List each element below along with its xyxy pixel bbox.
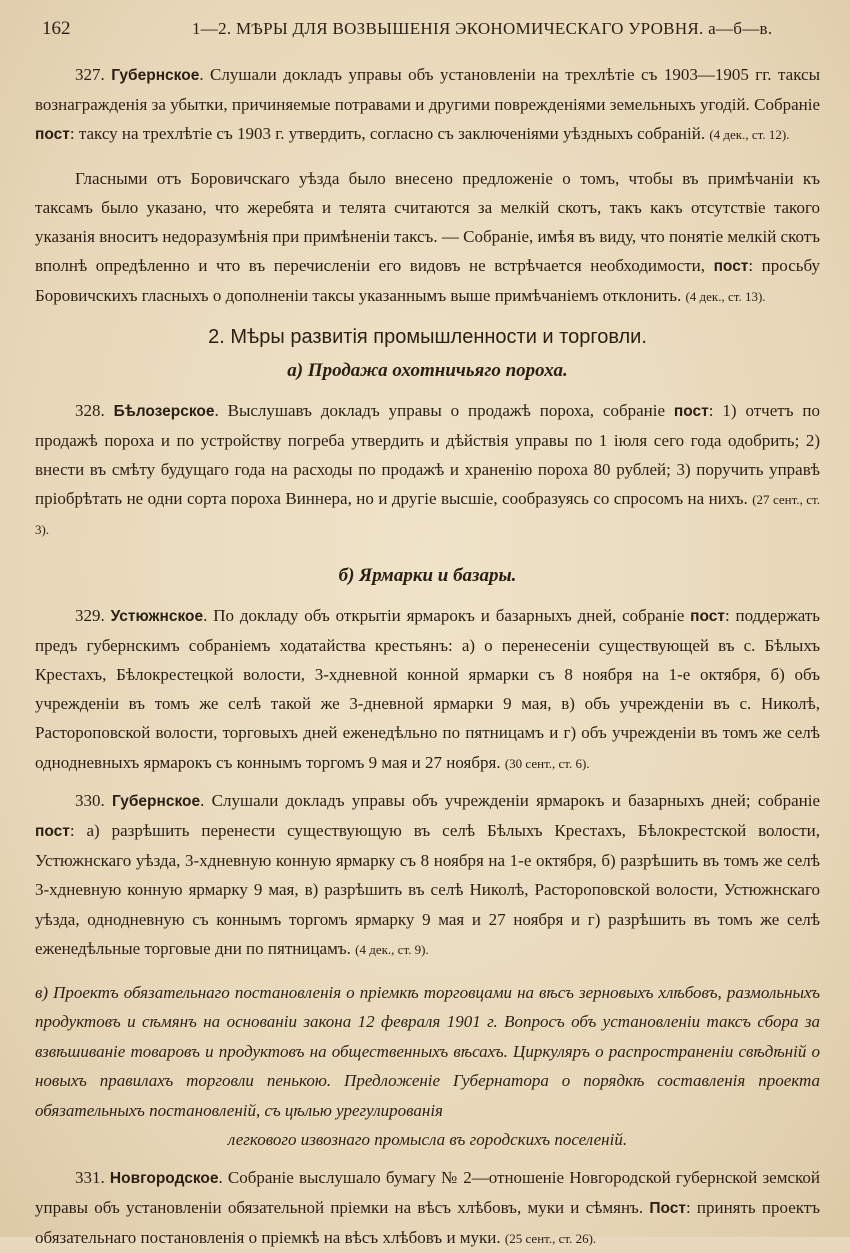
paragraph-text: : просьбу Боровичскихъ гласныхъ о дополненіи таксы указаннымъ выше примѣчаніемъ отклонить. [35,256,820,306]
running-title: 1—2. МѢРЫ ДЛЯ ВОЗВЫШЕНІЯ ЭКОНОМИЧЕСКАГО УРОВНЯ. а—б—в. [192,19,773,38]
resolution-keyword: пост [690,607,725,625]
subsection-heading-b: б) Ярмарки и базары. [338,564,517,586]
resolution-keyword: пост [673,402,709,420]
source-reference: (25 сент., ст. 26). [504,1230,597,1246]
paragraph-text: : принять проектъ обязательнаго постановленія о пріемкѣ на вѣсъ хлѣбовъ и муки. [35,1197,821,1247]
source-reference: (30 сент., ст. 6). [504,755,590,771]
paragraph-text: . Собраніе выслушало бумагу № 2—отношеніе Новгородской губернской земской управы объ установленіи обязательной пріемки на вѣсъ хлѣбовъ, муки и сѣмянъ. [35,1167,821,1217]
source-reference: (27 сент., ст. 3). [35,492,820,538]
zemstvo-name: Бѣлозерское [113,402,215,420]
paragraph-text: . Слушали докладъ управы объ установленіи на трехлѣтіе съ 1903—1905 гг. таксы вознагражденія за убытки, причиняемые потравами и другими поврежденіями земельныхъ угодій. Собраніе [35,65,820,115]
source-reference: (4 дек., ст. 9). [355,941,429,957]
item-number: 331. [75,1167,105,1187]
paragraph-327-cont [35,164,820,312]
subsection-heading-a: а) Продажа охотничьяго пороха. [287,359,568,381]
resolution-keyword: пост [713,258,749,276]
paragraph-text: : поддержать предъ губернскимъ собраніемъ ходатайства крестьянъ: а) о перенесеніи существующей въ с. Бѣлыхъ Крестахъ, Бѣлокрестецкой волости, 3-хдневной конной ярмарки съ 8 ноября на 1-е октября, б) объ учрежденіи въ томъ же селѣ такой же 3-дневной ярмарки 9 мая, в) объ учрежденіи въ с. Николѣ, Растороповской волости, торговыхъ дней еженедѣльно по пятницамъ и г) объ учрежденіи въ томъ же селѣ однодневныхъ ярмарокъ съ коннымъ торгомъ 9 мая и 27 ноября. [35,605,820,772]
paragraph-text: : таксу на трехлѣтіе съ 1903 г. утвердить, согласно съ заключеніями уѣздныхъ собраній. [69,124,706,144]
paragraph-text: . Слушали докладъ управы объ учрежденіи ярмарокъ и базарныхъ дней; собраніе [200,790,820,810]
item-number: 329. [75,605,105,625]
resolution-keyword: Пост [649,1199,686,1217]
page-header [42,18,808,46]
page-number: 162 [42,18,71,39]
source-reference: (4 дек., ст. 12). [709,127,790,143]
paragraph-327 [35,60,820,150]
zemstvo-name: Новгородское [109,1169,219,1187]
paragraph-text: : 1) отчетъ по продажѣ пороха и по устройству погреба утвердить и дѣйствія управы по 1 іюля сего года одобрить; 2) внести въ смѣту будущаго года на расходы по продажѣ и храненію пороха 80 рублей; 3) поручить управѣ пріобрѣтать не одни сорта пороха Виннера, но и другіе высшіе, сообразуясь со спросомъ на нихъ. [35,400,820,509]
paragraph-329 [35,601,820,778]
paragraph-text: : а) разрѣшить перенести существующую въ селѣ Бѣлыхъ Крестахъ, Бѣлокрестской волости, Устюжнскаго уѣзда, 3-хдневную конную ярмарку съ 8 ноября на 1-е октября, б) разрѣшить въ томъ же селѣ 3-хдневную конную ярмарку 9 мая, в) разрѣшить въ селѣ Николѣ, Растороповской волости, Устюжнскаго уѣзда, однодневную съ коннымъ торгомъ ярмарку 9 мая и 27 ноября и г) разрѣшить въ томъ же селѣ еженедѣльные торговые дни по пятницамъ. [35,821,820,958]
source-reference: (4 дек., ст. 13). [685,289,766,305]
resolution-keyword: пост [35,126,70,144]
paragraph-328 [35,396,820,545]
paragraph-text: . Выслушавъ докладъ управы о продажѣ пороха, собраніе [214,400,674,420]
paragraph-text: . По докладу объ открытіи ярмарокъ и базарныхъ дней, собраніе [203,605,691,625]
subsection-heading-v-last-line: легкового извознаго промысла въ городскихъ поселеній. [227,1130,628,1150]
zemstvo-name: Устюжнское [110,607,204,625]
subsection-heading-v-text: в) Проектъ обязательнаго постановленія о пріемкѣ торговцами на вѣсъ зерновыхъ хлѣбовъ, размольныхъ продуктовъ и сѣмянъ на основаніи закона 12 февраля 1901 г. Вопросъ объ установленіи таксъ сбора за взвѣшиваніе товаровъ и продуктовъ на общественныхъ вѣсахъ. Циркуляръ о распространеніи свѣдѣній о новыхъ правилахъ торговли пенькою. Предложеніе Губернатора о порядкѣ составленія проекта обязательныхъ постановленій, съ цѣлью урегулированія [35,983,820,1120]
item-number: 330. [75,790,105,810]
zemstvo-name: Губернское [111,67,200,84]
resolution-keyword: пост [35,823,70,841]
zemstvo-name: Губернское [112,792,201,810]
paragraph-text: Гласными отъ Боровичскаго уѣзда было внесено предложеніе о томъ, чтобы въ примѣчаніи къ таксамъ было указано, что жеребята и телята считаются за мелкій скотъ, такъ какъ отсутствіе такого указанія вноситъ недоразумѣнія при примѣненіи таксъ. — Собраніе, имѣя въ виду, что понятіе мелкій скотъ вполнѣ опредѣленно и что въ перечисленіи его видовъ не встрѣчается необходимости, [35,168,820,276]
page-body [35,60,820,1253]
paragraph-330 [35,786,820,964]
section-heading: 2. Мѣры развитія промышленности и торговли. [208,325,647,348]
paragraph-331 [35,1163,820,1253]
item-number: 327. [75,65,105,84]
item-number: 328. [75,400,105,420]
subsection-heading-v [35,978,820,1154]
